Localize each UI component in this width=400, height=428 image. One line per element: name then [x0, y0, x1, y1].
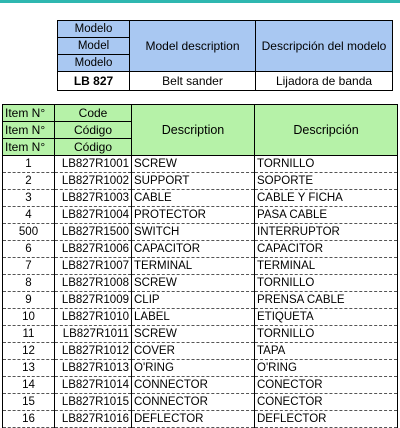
table-row: [3, 309, 398, 326]
item-number-cell: 500: [3, 224, 55, 241]
item-number-cell: 3: [3, 190, 55, 207]
descripcion-cell: PASA CABLE: [255, 207, 398, 224]
description-cell: SWITCH: [132, 224, 255, 241]
descripcion-header: Descripción: [255, 105, 398, 156]
description-cell: TERMINAL: [132, 258, 255, 275]
description-cell: CONNECTOR: [132, 377, 255, 394]
description-cell: CABLE: [132, 190, 255, 207]
description-cell: SCREW: [132, 326, 255, 343]
descripcion-cell: TERMINAL: [255, 258, 398, 275]
table-row: [3, 377, 398, 394]
part-code-cell: LB827R1010: [55, 309, 132, 326]
description-cell: O'RING: [132, 360, 255, 377]
top-accent-bar: [0, 0, 400, 3]
part-code-cell: LB827R1013: [55, 360, 132, 377]
part-code-cell: LB827R1016: [55, 411, 132, 428]
description-cell: SCREW: [132, 275, 255, 292]
table-row: [3, 241, 398, 258]
item-number-cell: 8: [3, 275, 55, 292]
item-number-cell: 14: [3, 377, 55, 394]
model-description-header: Model description: [130, 21, 256, 72]
part-code-cell: LB827R1015: [55, 394, 132, 411]
part-code-cell: LB827R1011: [55, 326, 132, 343]
table-row: [3, 173, 398, 190]
description-cell: DEFLECTOR: [132, 411, 255, 428]
table-row: [3, 411, 398, 428]
descripcion-cell: TORNILLO: [255, 275, 398, 292]
part-code-cell: LB827R1004: [55, 207, 132, 224]
descripcion-cell: TORNILLO: [255, 156, 398, 173]
table-row: [3, 326, 398, 343]
model-descripcion-header: Descripción del modelo: [256, 21, 393, 72]
part-code-cell: LB827R1014: [55, 377, 132, 394]
descripcion-cell: CONECTOR: [255, 394, 398, 411]
item-number-cell: 12: [3, 343, 55, 360]
part-code-cell: LB827R1008: [55, 275, 132, 292]
descripcion-cell: DEFLECTOR: [255, 411, 398, 428]
table-row: [3, 207, 398, 224]
model-number: LB 827: [58, 72, 130, 91]
part-code-cell: LB827R1001: [55, 156, 132, 173]
model-label: Modelo: [58, 55, 130, 72]
item-number-cell: 10: [3, 309, 55, 326]
description-cell: SCREW: [132, 156, 255, 173]
part-code-cell: LB827R1003: [55, 190, 132, 207]
table-row: [3, 224, 398, 241]
item-number-header: Item N°: [3, 139, 55, 156]
description-header: Description: [132, 105, 255, 156]
part-code-cell: LB827R1012: [55, 343, 132, 360]
descripcion-cell: CAPACITOR: [255, 241, 398, 258]
code-header: Código: [55, 122, 132, 139]
descripcion-cell: CABLE Y FICHA: [255, 190, 398, 207]
descripcion-cell: SOPORTE: [255, 173, 398, 190]
descripcion-cell: INTERRUPTOR: [255, 224, 398, 241]
description-cell: SUPPORT: [132, 173, 255, 190]
code-header: Código: [55, 139, 132, 156]
item-number-header: Item N°: [3, 122, 55, 139]
model-label: Modelo: [58, 21, 130, 38]
item-number-cell: 2: [3, 173, 55, 190]
item-number-cell: 11: [3, 326, 55, 343]
part-code-cell: LB827R1007: [55, 258, 132, 275]
description-cell: PROTECTOR: [132, 207, 255, 224]
item-number-cell: 9: [3, 292, 55, 309]
model-descripcion-value: Lijadora de banda: [256, 72, 393, 91]
table-row: [3, 190, 398, 207]
descripcion-cell: TAPA: [255, 343, 398, 360]
item-number-cell: 13: [3, 360, 55, 377]
parts-table: [2, 104, 398, 428]
table-row: [3, 360, 398, 377]
table-row: [3, 258, 398, 275]
part-code-cell: LB827R1002: [55, 173, 132, 190]
descripcion-cell: O'RING: [255, 360, 398, 377]
model-description-value: Belt sander: [130, 72, 256, 91]
description-cell: CLIP: [132, 292, 255, 309]
description-cell: COVER: [132, 343, 255, 360]
description-cell: CONNECTOR: [132, 394, 255, 411]
table-row: [3, 343, 398, 360]
descripcion-cell: PRENSA CABLE: [255, 292, 398, 309]
item-number-cell: 7: [3, 258, 55, 275]
item-number-cell: 16: [3, 411, 55, 428]
table-row: [3, 275, 398, 292]
item-number-header: Item N°: [3, 105, 55, 122]
table-row: [3, 156, 398, 173]
item-number-cell: 1: [3, 156, 55, 173]
table-row: [3, 292, 398, 309]
part-code-cell: LB827R1006: [55, 241, 132, 258]
description-cell: LABEL: [132, 309, 255, 326]
description-cell: CAPACITOR: [132, 241, 255, 258]
code-header: Code: [55, 105, 132, 122]
descripcion-cell: TORNILLO: [255, 326, 398, 343]
descripcion-cell: ETIQUETA: [255, 309, 398, 326]
table-row: [3, 394, 398, 411]
item-number-cell: 6: [3, 241, 55, 258]
item-number-cell: 15: [3, 394, 55, 411]
part-code-cell: LB827R1009: [55, 292, 132, 309]
descripcion-cell: CONECTOR: [255, 377, 398, 394]
part-code-cell: LB827R1500: [55, 224, 132, 241]
model-label: Model: [58, 38, 130, 55]
model-table: [57, 20, 393, 91]
item-number-cell: 4: [3, 207, 55, 224]
